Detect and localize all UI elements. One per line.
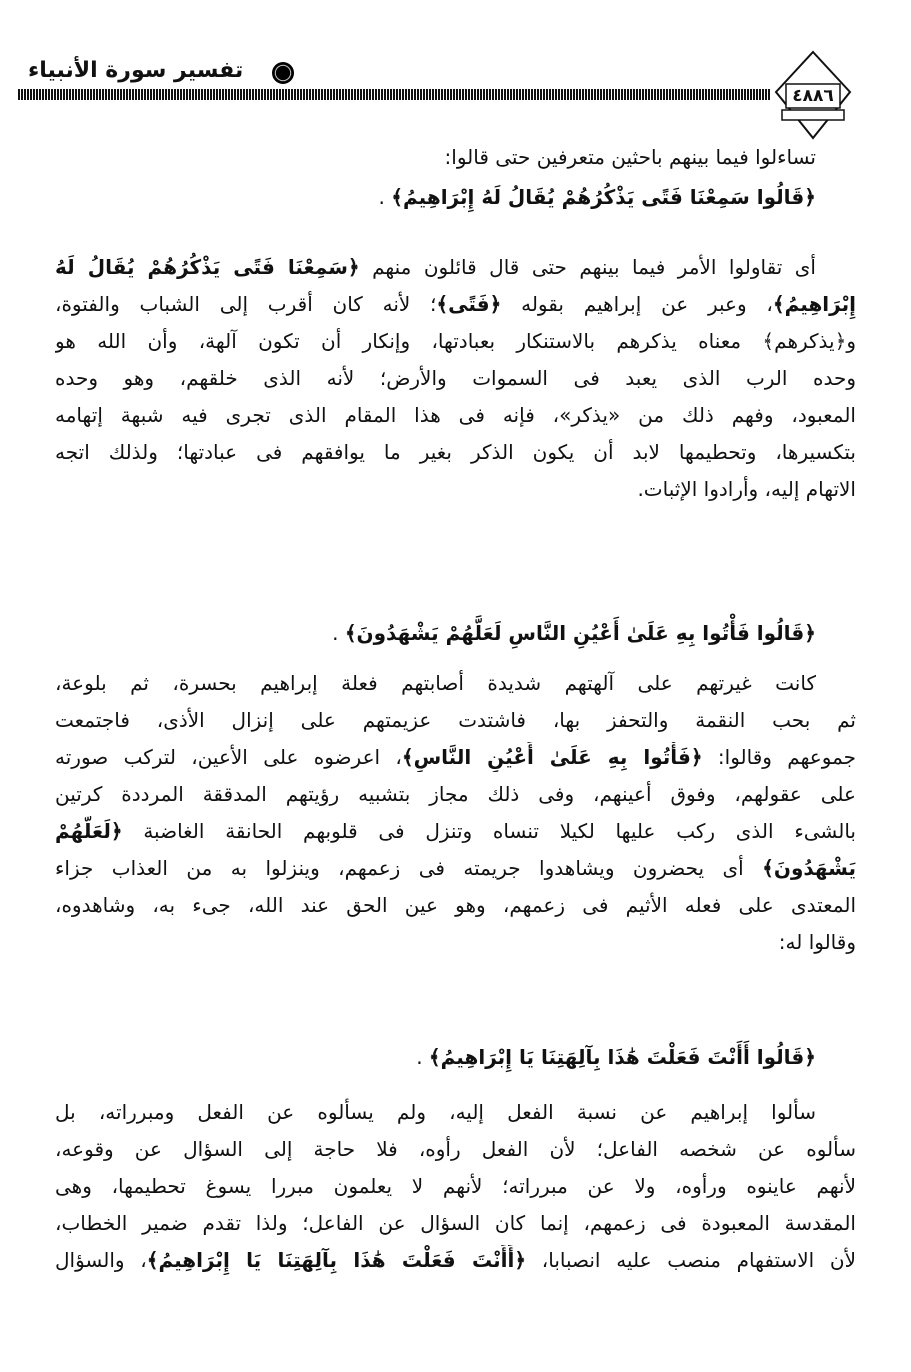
- text-line: [55, 1097, 816, 1127]
- quran-quote: ﴿فَتًى﴾: [436, 292, 502, 316]
- text-line: [55, 474, 856, 504]
- text-segment: وحده الرب الذى يعبد فى السموات والأرض؛ لأنه الذى خلقهم، وهو وحده: [55, 366, 856, 390]
- quran-verse-line: [55, 618, 816, 648]
- text-segment: المعتدى على فعله الأثيم فى زعمهم، وهو عين الحق عند الله، جىء به، وشاهدوه،: [55, 893, 856, 917]
- text-segment: وقالوا له:: [778, 930, 856, 954]
- quran-verse-line: [55, 1042, 816, 1072]
- text-segment: الاتهام إليه، وأرادوا الإثبات.: [637, 477, 856, 501]
- text-segment: جموعهم وقالوا:: [702, 745, 856, 769]
- text-line: [55, 668, 816, 698]
- text-line: [55, 890, 856, 920]
- text-segment: و﴿يذكرهم﴾ معناه يذكرهم بالاستنكار بعبادتها، وإنكار أن تكون آلهة، وأن الله هو: [55, 329, 856, 353]
- text-segment: لأن الاستفهام منصب عليه انصبابا،: [526, 1248, 856, 1272]
- text-segment: .: [332, 621, 345, 645]
- text-segment: لأنهم عاينوه ورأوه، ولا عن مبرراته؛ لأنهم لا يعلمون مبررا يسوغ تحطيمها، وهى: [55, 1174, 856, 1198]
- text-segment: سألوا إبراهيم عن نسبة الفعل إليه، ولم يسألوه عن الفعل ومبرراته، بل: [55, 1100, 816, 1124]
- quran-quote: ﴿فَأْتُوا بِهِ عَلَىٰ أَعْيُنِ النَّاسِ﴾: [401, 745, 703, 769]
- text-segment: أى تقاولوا الأمر فيما بينهم حتى قال قائلون منهم: [359, 255, 816, 279]
- text-segment: المقدسة المعبودة فى زعمهم، إنما كان السؤال عن الفاعل؛ ولذا تقدم ضمير الخطاب،: [55, 1211, 856, 1235]
- text-segment: ، اعرضوه على الأعين، لتركب صورته: [55, 745, 402, 769]
- running-header-title: تفسير سورة الأنبياء: [28, 58, 244, 83]
- text-line: [55, 142, 816, 172]
- quran-verse-line: [55, 289, 856, 319]
- quran-quote: يَشْهَدُونَ﴾: [762, 856, 856, 880]
- page-number: ٤٨٨٦: [792, 86, 834, 106]
- text-line: [55, 1208, 856, 1238]
- text-segment: ، والسؤال: [55, 1248, 147, 1272]
- text-segment: .: [378, 185, 392, 209]
- text-segment: ثم بحب النقمة والتحفز بها، فاشتدت عزيمتهم على إنزال الأذى، فاجتمعت: [55, 708, 856, 732]
- text-line: [55, 437, 856, 467]
- text-line: [55, 1245, 856, 1275]
- quran-quote: ﴿لَعَلَّهُمْ: [55, 819, 123, 843]
- text-segment: على عقولهم، وفوق أعينهم، وفى ذلك مجاز بتشبيه رؤيتهم المدققة المرددة كرتين: [55, 782, 856, 806]
- text-line: [55, 1171, 856, 1201]
- header-ornament-icon: [272, 62, 294, 84]
- quran-quote: ﴿قَالُوا سَمِعْنَا فَتًى يَذْكُرُهُمْ يُقَالُ لَهُ إِبْرَاهِيمُ﴾: [391, 185, 816, 209]
- text-segment: سألوه عن شخصه الفاعل؛ لأن الفعل رأوه، فلا حاجة إلى السؤال عن وقوعه،: [55, 1137, 856, 1161]
- text-line: [55, 705, 856, 735]
- text-segment: .: [416, 1045, 429, 1069]
- text-line: [55, 252, 816, 282]
- text-line: [55, 363, 856, 393]
- quran-verse-line: [55, 853, 856, 883]
- text-segment: تساءلوا فيما بينهم باحثين متعرفين حتى قالوا:: [444, 145, 816, 169]
- quran-quote: ﴿قَالُوا فَأْتُوا بِهِ عَلَىٰ أَعْيُنِ النَّاسِ لَعَلَّهُمْ يَشْهَدُونَ﴾: [344, 621, 816, 645]
- text-line: [55, 779, 856, 809]
- quran-quote: ﴿قَالُوا أَأَنْتَ فَعَلْتَ هَٰذَا بِآلِهَتِنَا يَا إِبْرَاهِيمُ﴾: [428, 1045, 816, 1069]
- quran-quote: ﴿أَأَنْتَ فَعَلْتَ هَٰذَا بِآلِهَتِنَا يَا إِبْرَاهِيمُ﴾: [146, 1248, 527, 1272]
- text-line: [55, 816, 856, 846]
- text-line: [55, 400, 856, 430]
- quran-quote: إِبْرَاهِيمُ﴾: [772, 292, 856, 316]
- text-segment: ؛ لأنه كان أقرب إلى الشباب والفتوة،: [55, 292, 437, 316]
- text-segment: بتكسيرها، وتحطيمها لابد أن يكون الذكر بغير ما يوافقهم فى عبادتها؛ ولذلك اتجه: [55, 440, 856, 464]
- header-rule: [18, 89, 771, 100]
- text-line: [55, 1134, 856, 1164]
- text-line: [55, 927, 856, 957]
- quran-verse-line: [55, 182, 816, 212]
- text-segment: أى يحضرون ويشاهدوا جريمته فى زعمهم، وينزلوا به من العذاب جزاء: [55, 856, 763, 880]
- text-line: [55, 742, 856, 772]
- text-segment: كانت غيرتهم على آلهتهم شديدة أصابتهم فعلة إبراهيم بحسرة، ثم بلوعة،: [55, 671, 816, 695]
- text-line: [55, 326, 856, 356]
- text-segment: بالشىء الذى ركب عليها لكيلا تنساه وتنزل فى قلوبهم الحانقة الغاضبة: [122, 819, 856, 843]
- text-segment: المعبود، وفهم ذلك من «يذكر»، فإنه فى هذا المقام الذى تجرى فيه شبهة إتهامه: [55, 403, 856, 427]
- text-segment: ، وعبر عن إبراهيم بقوله: [501, 292, 773, 316]
- quran-quote: ﴿سَمِعْنَا فَتًى يَذْكُرُهُمْ يُقَالُ لَهُ: [55, 255, 360, 279]
